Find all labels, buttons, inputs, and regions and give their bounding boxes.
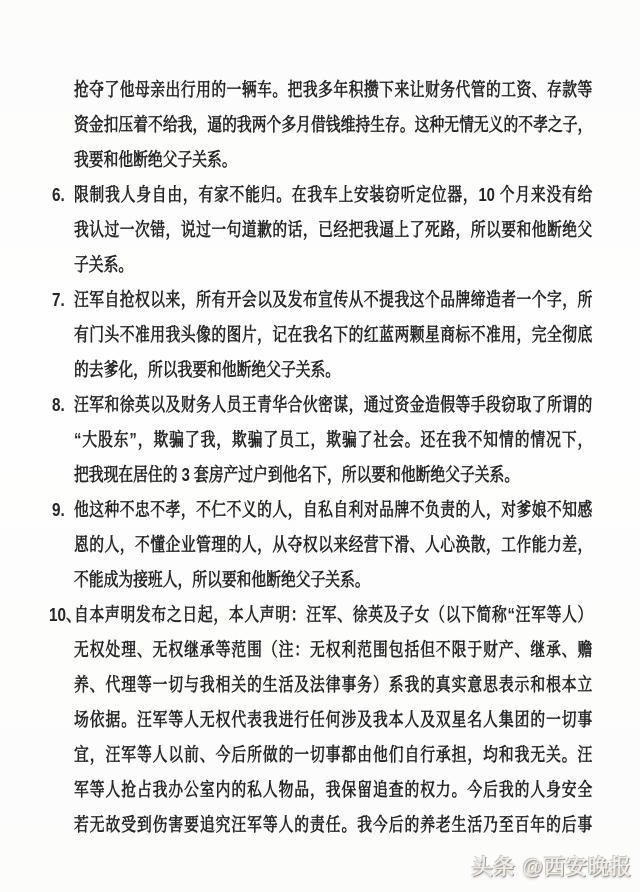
statement-line: 汪军和徐英以及财务人员王青华合伙密谋，通过资金造假等手段窃取了所谓的 xyxy=(74,394,593,415)
statement-line: 把我现在居住的 3 套房产过户到他名下，所以要和他断绝父子关系。 xyxy=(74,464,520,485)
statement-line: 他这种不忠不孝，不仁不义的人，自私自利对品牌不负责的人，对爹娘不知感 xyxy=(74,499,593,520)
statement-line: 有门头不准用我头像的图片，记在我名下的红蓝两颗星商标不准用，完全彻底 xyxy=(74,324,593,345)
statement-line: 我要和他断绝父子关系。 xyxy=(74,149,237,170)
statement-item-10 xyxy=(0,597,640,842)
statement-line: 若无故受到伤害要追究汪军等人的责任。我今后的养老生活乃至百年的后事 xyxy=(74,814,593,835)
item-number: 7. xyxy=(52,289,65,310)
statement-item-6 xyxy=(0,177,640,282)
statement-item-9 xyxy=(0,492,640,597)
statement-line: 军等人抢占我办公室内的私人物品，我保留追查的权力。今后我的人身安全 xyxy=(74,779,593,800)
watermark-credit: 头条 @西安晚报 xyxy=(471,856,632,879)
item-number: 10、 xyxy=(49,604,82,625)
statement-line: 养、代理等一切与我相关的生活及法律事务）系我的真实意思表示和根本立 xyxy=(74,674,593,695)
statement-line: 资金扣压着不给我，逼的我两个多月借钱维持生存。这种无情无义的不孝之子， xyxy=(74,114,593,135)
statement-line: 宜，汪军等人以前、今后所做的一切事都由他们自行承担，均和我无关。汪 xyxy=(74,744,593,765)
statement-text-block xyxy=(0,72,640,842)
statement-line: 不能成为接班人，所以要和他断绝父子关系。 xyxy=(74,569,370,590)
statement-line: 抢夺了他母亲出行用的一辆车。把我多年积攒下来让财务代管的工资、存款等 xyxy=(74,79,593,100)
item-number: 9. xyxy=(52,499,65,520)
statement-line: 汪军自抢权以来，所有开会以及发布宣传从不提我这个品牌缔造者一个字，所 xyxy=(74,289,593,310)
statement-line: 的去爹化，所以我要和他断绝父子关系。 xyxy=(74,359,341,380)
statement-line: 自本声明发布之日起，本人声明：汪军、徐英及子女（以下简称“汪军等人） xyxy=(74,604,593,625)
statement-intro-paragraph xyxy=(0,72,640,177)
statement-line: 限制我人身自由，有家不能归。在我车上安装窃听定位器，10 个月来没有给 xyxy=(74,184,593,205)
statement-item-7 xyxy=(0,282,640,387)
item-number: 8. xyxy=(52,394,65,415)
statement-line: 我认过一次错，说过一句道歉的话，已经把我逼上了死路，所以要和他断绝父 xyxy=(74,219,593,240)
statement-line: 场依据。汪军等人无权代表我进行任何涉及我本人及双星名人集团的一切事 xyxy=(74,709,593,730)
statement-line: 无权处理、无权继承等范围（注：无权利范围包括但不限于财产、继承、赡 xyxy=(74,639,593,660)
statement-item-8 xyxy=(0,387,640,492)
statement-line: 子关系。 xyxy=(74,254,134,275)
item-number: 6. xyxy=(52,184,65,205)
statement-line: 恩的人，不懂企业管理的人，从夺权以来经营下滑、人心涣散，工作能力差， xyxy=(74,534,593,555)
statement-line: “大股东”，欺骗了我，欺骗了员工，欺骗了社会。还在我不知情的情况下， xyxy=(74,429,593,450)
